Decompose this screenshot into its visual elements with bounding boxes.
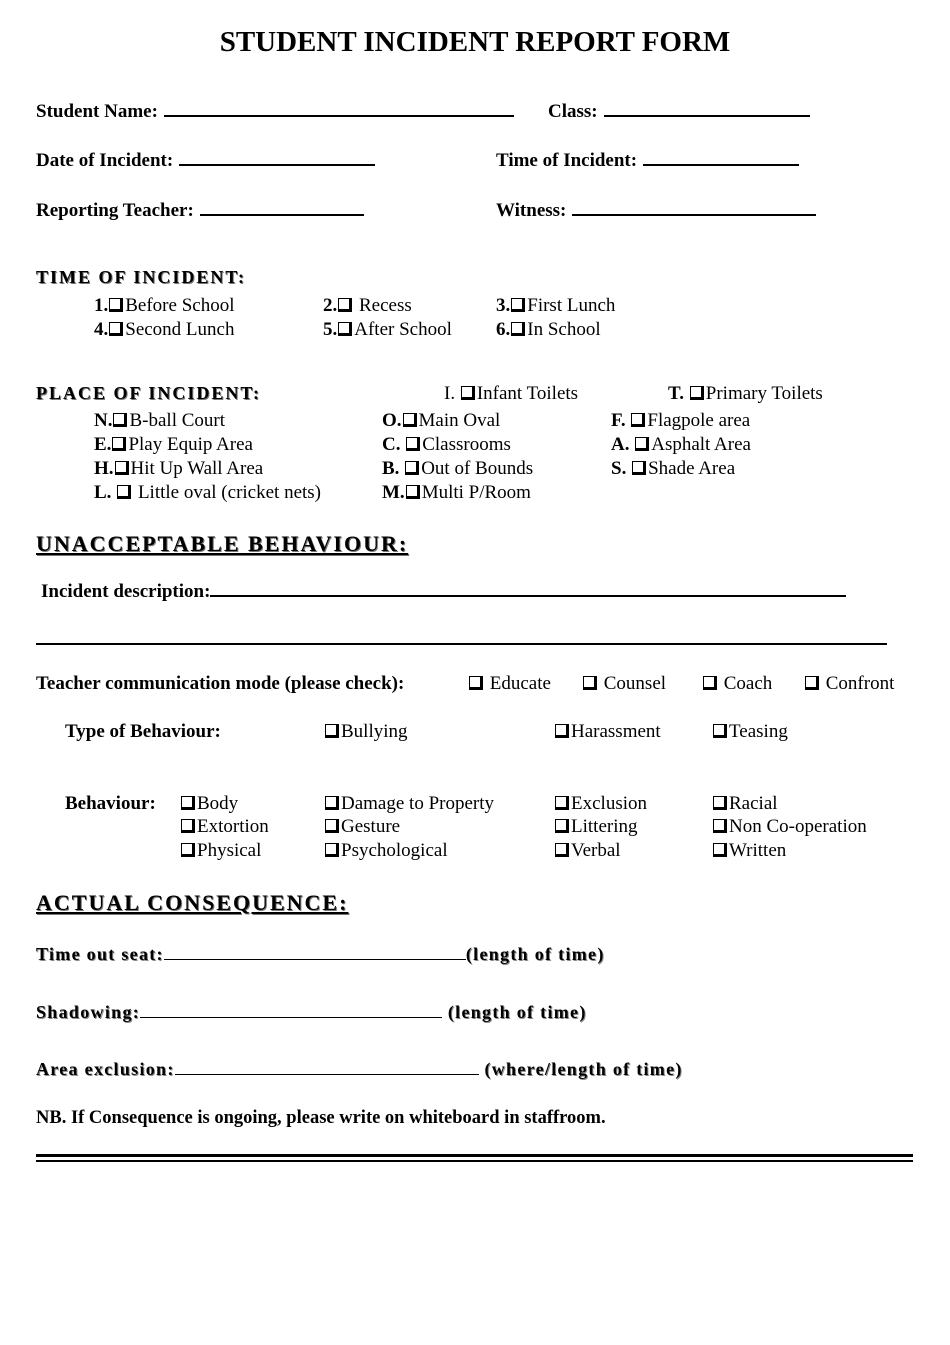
- place-option[interactable]: [668, 383, 823, 405]
- checkbox-icon[interactable]: [109, 322, 123, 336]
- time-option[interactable]: [323, 295, 412, 317]
- behaviour-option[interactable]: [180, 793, 238, 815]
- checkbox-icon[interactable]: [555, 724, 569, 738]
- checkbox-icon[interactable]: [181, 843, 195, 857]
- option-number: 2.: [323, 295, 338, 316]
- option-label: Confront: [825, 673, 895, 694]
- comm-option[interactable]: [468, 673, 551, 695]
- time-option[interactable]: [496, 295, 615, 317]
- comm-option[interactable]: [804, 673, 894, 695]
- option-number: A.: [611, 434, 635, 455]
- behaviour-option[interactable]: [324, 793, 494, 815]
- checkbox-icon[interactable]: [583, 676, 597, 690]
- option-number: 4.: [94, 319, 109, 340]
- option-number: 3.: [496, 295, 511, 316]
- checkbox-icon[interactable]: [461, 386, 475, 400]
- option-number: 1.: [94, 295, 109, 316]
- option-label: Multi P/Room: [421, 482, 531, 503]
- type-option[interactable]: [324, 721, 408, 743]
- checkbox-icon[interactable]: [469, 676, 483, 690]
- checkbox-icon[interactable]: [713, 796, 727, 810]
- option-label: Second Lunch: [125, 319, 235, 340]
- checkbox-icon[interactable]: [117, 485, 131, 499]
- option-number: 5.: [323, 319, 338, 340]
- option-number: I.: [444, 383, 460, 404]
- option-label: Exclusion: [571, 793, 647, 814]
- time-out-suffix: (length of time): [465, 944, 605, 964]
- place-option[interactable]: [94, 410, 225, 432]
- shadowing-field[interactable]: [36, 1000, 587, 1023]
- option-label: Flagpole area: [647, 410, 751, 431]
- option-label: Gesture: [341, 816, 401, 837]
- time-field[interactable]: [496, 147, 799, 172]
- checkbox-icon[interactable]: [703, 676, 717, 690]
- checkbox-icon[interactable]: [406, 485, 420, 499]
- behaviour-type-label: Type of Behaviour:: [65, 721, 221, 742]
- behaviour-option[interactable]: [712, 840, 786, 862]
- area-exclusion-field[interactable]: [36, 1057, 683, 1080]
- option-label: Infant Toilets: [476, 383, 579, 404]
- checkbox-icon[interactable]: [325, 819, 339, 833]
- incident-description-field[interactable]: [41, 578, 846, 603]
- time-out-field[interactable]: [36, 942, 605, 965]
- option-label: Primary Toilets: [705, 383, 823, 404]
- behaviour-option[interactable]: [554, 816, 637, 838]
- shadowing-label: Shadowing:: [36, 1002, 141, 1022]
- date-label: Date of Incident:: [36, 150, 174, 171]
- option-number: F.: [611, 410, 631, 431]
- place-option[interactable]: [382, 410, 500, 432]
- checkbox-icon[interactable]: [631, 413, 645, 427]
- time-heading: TIME OF INCIDENT:: [36, 267, 247, 287]
- place-option[interactable]: [94, 434, 253, 456]
- divider: [36, 1160, 913, 1162]
- option-number: 6.: [496, 319, 511, 340]
- checkbox-icon[interactable]: [713, 819, 727, 833]
- option-label: Written: [729, 840, 787, 861]
- option-label: Little oval (cricket nets): [133, 482, 321, 503]
- checkbox-icon[interactable]: [635, 437, 649, 451]
- option-label: Classrooms: [422, 434, 511, 455]
- behaviour-option[interactable]: [554, 793, 647, 815]
- checkbox-icon[interactable]: [113, 413, 127, 427]
- date-field[interactable]: [36, 147, 375, 172]
- area-exclusion-label: Area exclusion:: [36, 1059, 175, 1079]
- option-number: S.: [611, 458, 632, 479]
- time-option[interactable]: [496, 319, 601, 341]
- option-label: Out of Bounds: [421, 458, 534, 479]
- option-label: Physical: [197, 840, 262, 861]
- time-out-label: Time out seat:: [36, 944, 164, 964]
- behaviour-option[interactable]: [554, 840, 621, 862]
- option-label: Shade Area: [648, 458, 736, 479]
- checkbox-icon[interactable]: [406, 437, 420, 451]
- behaviour-option[interactable]: [712, 793, 778, 815]
- description-line[interactable]: [36, 643, 887, 645]
- checkbox-icon[interactable]: [632, 461, 646, 475]
- class-field[interactable]: [548, 98, 810, 123]
- place-option[interactable]: [611, 434, 751, 456]
- behaviour-option[interactable]: [324, 816, 400, 838]
- place-option[interactable]: [94, 458, 263, 480]
- time-option[interactable]: [94, 319, 234, 341]
- option-number: C.: [382, 434, 406, 455]
- comm-option[interactable]: [582, 673, 666, 695]
- option-label: Psychological: [341, 840, 448, 861]
- option-label: Counsel: [603, 673, 667, 694]
- consequence-note: NB. If Consequence is ongoing, please write on whiteboard in staffroom.: [36, 1108, 606, 1128]
- option-label: Body: [197, 793, 239, 814]
- checkbox-icon[interactable]: [805, 676, 819, 690]
- checkbox-icon[interactable]: [511, 298, 525, 312]
- checkbox-icon[interactable]: [181, 796, 195, 810]
- option-label: Educate: [489, 673, 551, 694]
- place-option[interactable]: [444, 383, 578, 405]
- area-exclusion-suffix: (where/length of time): [484, 1059, 683, 1079]
- place-option[interactable]: [94, 482, 321, 504]
- checkbox-icon[interactable]: [115, 461, 129, 475]
- option-label: In School: [527, 319, 601, 340]
- behaviour-option[interactable]: [180, 840, 261, 862]
- option-label: Asphalt Area: [651, 434, 751, 455]
- option-label: Harassment: [571, 721, 661, 742]
- checkbox-icon[interactable]: [325, 724, 339, 738]
- consequence-heading: ACTUAL CONSEQUENCE:: [36, 890, 349, 915]
- checkbox-icon[interactable]: [325, 796, 339, 810]
- option-label: Littering: [571, 816, 638, 837]
- place-heading: PLACE OF INCIDENT:: [36, 383, 262, 403]
- student-name-field[interactable]: [36, 98, 514, 123]
- checkbox-icon[interactable]: [555, 796, 569, 810]
- checkbox-icon[interactable]: [405, 461, 419, 475]
- checkbox-icon[interactable]: [112, 437, 126, 451]
- checkbox-icon[interactable]: [713, 843, 727, 857]
- option-number: H.: [94, 458, 114, 479]
- teacher-label: Reporting Teacher:: [36, 200, 194, 221]
- option-label: Bullying: [341, 721, 408, 742]
- type-option[interactable]: [554, 721, 661, 743]
- checkbox-icon[interactable]: [690, 386, 704, 400]
- option-number: L.: [94, 482, 117, 503]
- behaviour-option[interactable]: [324, 840, 448, 862]
- option-number: N.: [94, 410, 113, 431]
- shadowing-suffix: (length of time): [447, 1002, 587, 1022]
- option-label: Non Co-operation: [729, 816, 867, 837]
- incident-description-label: Incident description:: [41, 581, 211, 602]
- option-label: Teasing: [729, 721, 788, 742]
- witness-field[interactable]: [496, 197, 816, 222]
- place-option[interactable]: [611, 410, 750, 432]
- option-number: T.: [668, 383, 689, 404]
- teacher-field[interactable]: [36, 197, 364, 222]
- option-number: M.: [382, 482, 405, 503]
- option-label: After School: [354, 319, 452, 340]
- type-option[interactable]: [712, 721, 788, 743]
- checkbox-icon[interactable]: [403, 413, 417, 427]
- option-label: Main Oval: [418, 410, 501, 431]
- time-label: Time of Incident:: [496, 150, 638, 171]
- place-option[interactable]: [382, 458, 533, 480]
- time-option[interactable]: [323, 319, 452, 341]
- place-option[interactable]: [382, 482, 531, 504]
- option-label: Hit Up Wall Area: [130, 458, 264, 479]
- checkbox-icon[interactable]: [109, 298, 123, 312]
- comm-option[interactable]: [702, 673, 772, 695]
- option-label: Damage to Property: [341, 793, 495, 814]
- checkbox-icon[interactable]: [338, 298, 352, 312]
- page-title: STUDENT INCIDENT REPORT FORM: [219, 26, 731, 58]
- place-option[interactable]: [382, 434, 511, 456]
- checkbox-icon[interactable]: [713, 724, 727, 738]
- comm-mode-label: Teacher communication mode (please check):: [36, 673, 405, 694]
- student-name-label: Student Name:: [36, 101, 158, 122]
- option-label: Extortion: [197, 816, 269, 837]
- checkbox-icon[interactable]: [181, 819, 195, 833]
- option-number: B.: [382, 458, 405, 479]
- option-label: Racial: [729, 793, 778, 814]
- option-label: Verbal: [571, 840, 621, 861]
- time-option[interactable]: [94, 295, 234, 317]
- behaviour-label: Behaviour:: [65, 793, 156, 814]
- checkbox-icon[interactable]: [511, 322, 525, 336]
- option-label: Before School: [125, 295, 235, 316]
- option-number: E.: [94, 434, 112, 455]
- option-label: First Lunch: [527, 295, 616, 316]
- checkbox-icon[interactable]: [555, 843, 569, 857]
- checkbox-icon[interactable]: [555, 819, 569, 833]
- behaviour-option[interactable]: [180, 816, 269, 838]
- divider: [36, 1154, 913, 1157]
- option-label: Recess: [354, 295, 412, 316]
- checkbox-icon[interactable]: [325, 843, 339, 857]
- option-label: Play Equip Area: [128, 434, 253, 455]
- checkbox-icon[interactable]: [338, 322, 352, 336]
- option-number: O.: [382, 410, 402, 431]
- place-option[interactable]: [611, 458, 735, 480]
- class-label: Class:: [548, 101, 598, 122]
- witness-label: Witness:: [496, 200, 567, 221]
- option-label: Coach: [723, 673, 773, 694]
- option-label: B-ball Court: [129, 410, 226, 431]
- behaviour-option[interactable]: [712, 816, 867, 838]
- behaviour-heading: UNACCEPTABLE BEHAVIOUR:: [36, 531, 409, 556]
